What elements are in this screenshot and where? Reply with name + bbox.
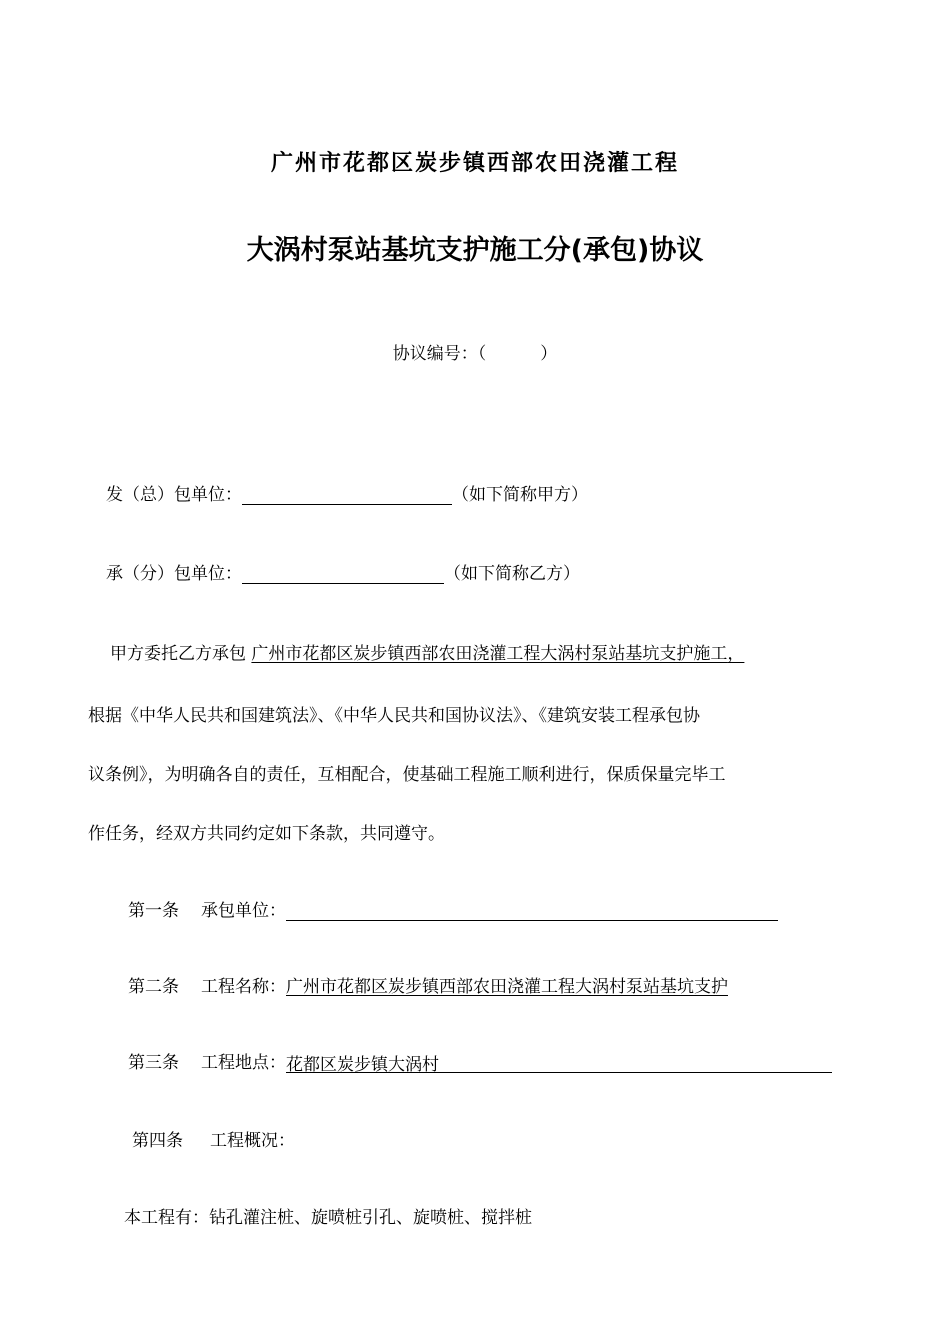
article-1-label: 承包单位： <box>201 901 286 921</box>
article-3 <box>128 1048 832 1073</box>
article-2-num: 第二条 <box>128 977 179 997</box>
article-2-label: 工程名称： <box>201 977 286 997</box>
intro-project: 广州市花都区炭步镇西部农田浇灌工程大涡村泵站基坑支护施工 <box>251 644 728 664</box>
article-1-blank[interactable] <box>286 902 778 921</box>
intro-line-1 <box>110 639 744 664</box>
article-3-num: 第三条 <box>128 1053 179 1073</box>
article-1-num: 第一条 <box>128 901 179 921</box>
title-line-2: 大涡村泵站基坑支护施工分(承包)协议 <box>246 235 704 266</box>
article-4 <box>132 1126 295 1151</box>
agreement-number-label: 协议编号：（ <box>392 344 487 364</box>
intro-comma: ， <box>727 644 745 664</box>
article-2-value: 广州市花都区炭步镇西部农田浇灌工程大涡村泵站基坑支护 <box>286 977 728 997</box>
party-a-suffix: （如下简称甲方） <box>452 485 588 505</box>
intro-prefix: 甲方委托乙方承包 <box>110 644 246 664</box>
party-b-line <box>106 559 580 584</box>
intro-line-4: 作任务，经双方共同约定如下条款，共同遵守。 <box>88 824 445 844</box>
scope-line: 本工程有：钻孔灌注桩、旋喷桩引孔、旋喷桩、搅拌桩 <box>124 1208 532 1228</box>
party-a-line <box>106 480 588 505</box>
intro-line-2: 根据《中华人民共和国建筑法》、《中华人民共和国协议法》、《建筑安装工程承包协 <box>88 706 700 726</box>
article-3-label: 工程地点： <box>201 1053 286 1073</box>
article-3-field <box>286 1050 832 1073</box>
party-a-blank[interactable] <box>242 486 452 505</box>
agreement-number <box>0 339 950 364</box>
title-line-1: 广州市花都区炭步镇西部农田浇灌工程 <box>270 150 679 176</box>
intro-line-3: 议条例》，为明确各自的责任，互相配合，使基础工程施工顺利进行，保质保量完毕工 <box>88 765 726 785</box>
article-4-label: 工程概况： <box>210 1131 295 1151</box>
article-1 <box>128 896 778 921</box>
article-4-num: 第四条 <box>132 1131 183 1151</box>
party-b-label: 承（分）包单位： <box>106 564 242 584</box>
party-a-label: 发（总）包单位： <box>106 485 242 505</box>
party-b-blank[interactable] <box>242 565 444 584</box>
article-2 <box>128 972 728 997</box>
agreement-number-close: ） <box>540 344 558 364</box>
party-b-suffix: （如下简称乙方） <box>444 564 580 584</box>
article-3-value: 花都区炭步镇大涡村 <box>286 1055 439 1075</box>
